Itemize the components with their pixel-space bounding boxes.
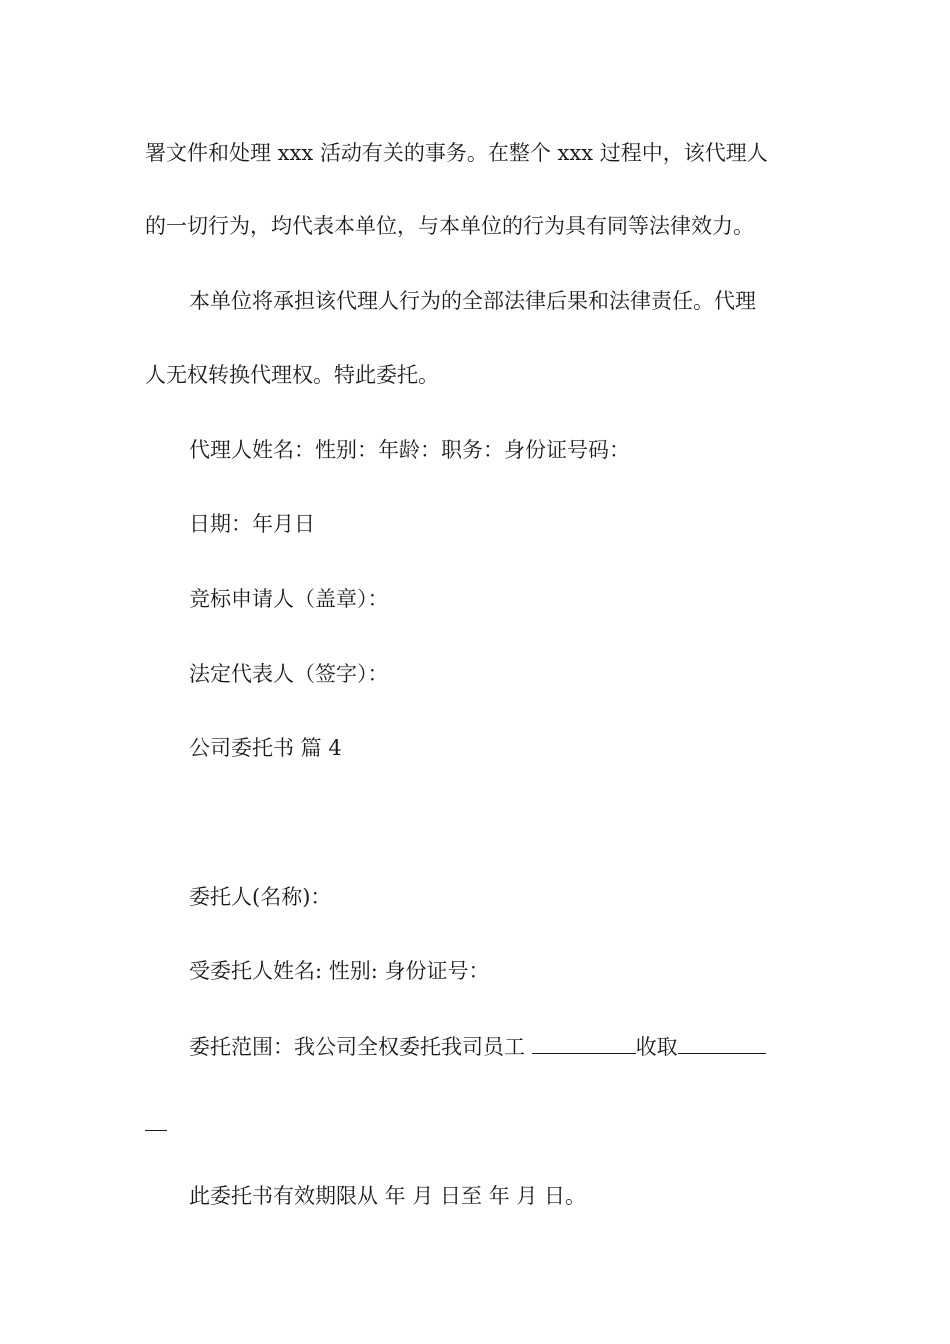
section-heading: 公司委托书 篇 4 [189,736,342,760]
trustee-info-line: 受委托人姓名: 性别: 身份证号： [189,959,490,983]
legal-rep-signature-line: 法定代表人（签字）： [189,662,389,686]
agent-info-line: 代理人姓名：性别：年龄：职务：身份证号码： [189,438,630,462]
employee-blank [532,1031,636,1054]
paragraph-line: 署文件和处理 xxx 活动有关的事务。在整个 xxx 过程中，该代理人 [145,141,768,165]
scope-prefix: 委托范围：我公司全权委托我司员工 [189,1035,532,1059]
principal-name-line: 委托人(名称)： [189,885,332,909]
validity-period-line: 此委托书有效期限从 年 月 日至 年 月 日。 [189,1184,587,1208]
blank-continuation [145,1130,167,1131]
paragraph-line: 的一切行为，均代表本单位，与本单位的行为具有同等法律效力。 [145,214,754,238]
applicant-seal-line: 竞标申请人（盖章）： [189,587,389,611]
scope-line [189,1031,810,1062]
date-line: 日期：年月日 [189,512,315,536]
paragraph-line: 人无权转换代理权。特此委托。 [145,363,439,387]
scope-middle: 收取 [635,1035,678,1059]
item-blank [678,1031,766,1054]
paragraph-line: 本单位将承担该代理人行为的全部法律后果和法律责任。代理 [189,289,756,313]
